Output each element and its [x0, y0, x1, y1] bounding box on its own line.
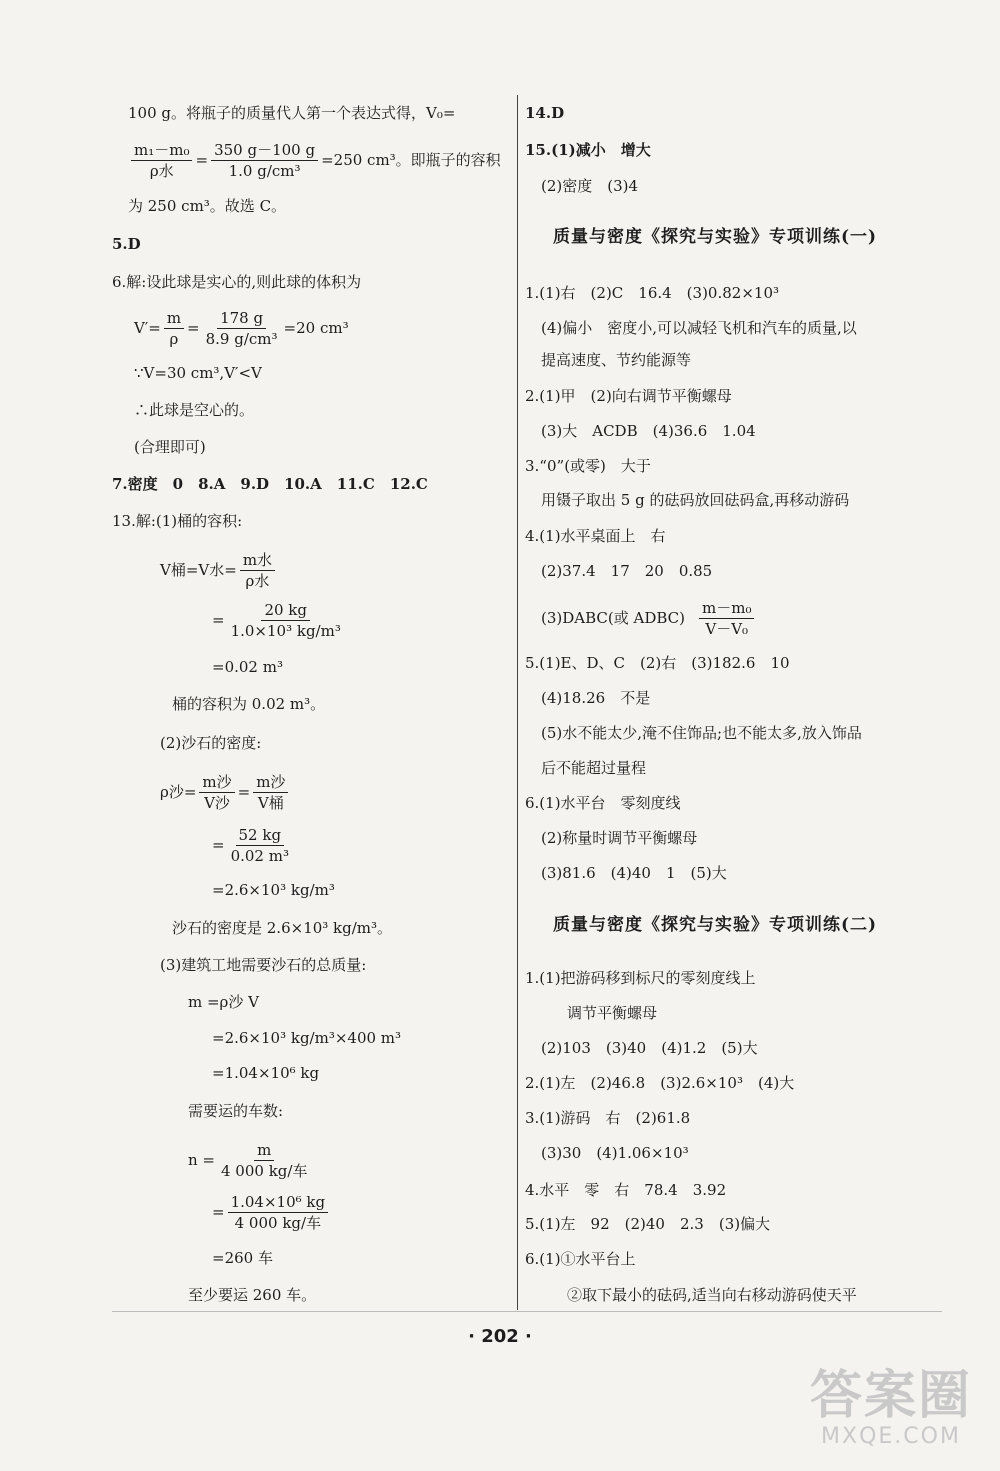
equation-bottle-volume: $\frac{\text{m₁－m₀}}{\text{ρ水}}$ = $\frac{350 g-100 g}{\text{1.0 g/cm³}}$ =250 cm³。即瓶子的容积 [128, 140, 501, 180]
answers-7-12: 7.密度 0 8.A 9.D 10.A 11.C 12.C [112, 475, 428, 493]
text-line: 为 250 cm³。故选 C。 [128, 197, 287, 215]
section-heading: 质量与密度《探究与实验》专项训练(二) [553, 915, 878, 935]
equation-sand-density-step: = $\frac{52 kg}{\text{0.02 m³}}$ [212, 825, 289, 865]
equation-density-formula: (3)DABC(或 ADBC) $\frac{\text{m－m₀}}{\text{V－V₀}}$ [541, 596, 757, 640]
equation-sand-density: ρ沙= $\frac{\text{m沙}}{\text{V沙}}$ = $\frac{\text{m沙}}{\text{V桶}}$ [160, 770, 291, 814]
text-line: (2)沙石的密度: [160, 734, 262, 752]
equation-ball-volume: V′= $\frac{m}{\rho}$ = $\frac{178 g}{\text{8.9 g/cm³}}$ =20 cm³ [134, 308, 349, 348]
text-line: (2)37.4 17 20 0.85 [541, 562, 713, 580]
answer-15: 15.(1)减小 增大 [525, 141, 651, 159]
text-line: (3)81.6 (4)40 1 (5)大 [541, 864, 727, 882]
text-line: ②取下最小的砝码,适当向右移动游码使天平 [567, 1286, 857, 1304]
answer-6: 6.解:设此球是实心的,则此球的体积为 [112, 273, 362, 291]
text-line: 至少要运 260 车。 [188, 1286, 317, 1304]
watermark-logo: 答案圈 MXQE.COM [809, 1366, 972, 1449]
page-number: · 202 · [468, 1326, 532, 1347]
text-line: (3)建筑工地需要沙石的总质量: [160, 956, 367, 974]
training-2-answer-2: 2.(1)左 (2)46.8 (3)2.6×10³ (4)大 [525, 1074, 795, 1092]
footer-rule [112, 1311, 942, 1312]
text-line: (2)称量时调节平衡螺母 [541, 829, 698, 847]
text-line: =2.6×10³ kg/m³ [212, 881, 335, 899]
training-1-answer-4: 4.(1)水平桌面上 右 [525, 527, 666, 545]
equation-bucket-volume: V桶=V水= $\frac{\text{m水}}{\text{ρ水}}$ [160, 548, 278, 592]
training-1-answer-6: 6.(1)水平台 零刻度线 [525, 794, 681, 812]
text-line: 用镊子取出 5 g 的砝码放回砝码盒,再移动游码 [541, 491, 850, 509]
equation-truck-count-step: = $\frac{\text{1.04×10⁶ kg}}{\text{4 000 kg/车}}$ [212, 1190, 331, 1234]
column-divider [517, 95, 518, 1310]
text-line: 100 g。将瓶子的质量代人第一个表达式得，V₀= [128, 104, 456, 122]
text-line: (3)30 (4)1.06×10³ [541, 1144, 689, 1162]
text-line: (5)水不能太少,淹不住饰品;也不能太多,放入饰品 [541, 724, 862, 742]
text-line: (2)103 (3)40 (4)1.2 (5)大 [541, 1039, 758, 1057]
training-2-answer-5: 5.(1)左 92 (2)40 2.3 (3)偏大 [525, 1215, 771, 1233]
training-1-answer-1: 1.(1)右 (2)C 16.4 (3)0.82×10³ [525, 284, 779, 302]
text-line: (3)大 ACDB (4)36.6 1.04 [541, 422, 756, 440]
text-line: 沙石的密度是 2.6×10³ kg/m³。 [172, 919, 393, 937]
text-line: =0.02 m³ [212, 658, 283, 676]
training-2-answer-1: 1.(1)把游码移到标尺的零刻度线上 [525, 969, 756, 987]
answer-13: 13.解:(1)桶的容积: [112, 512, 243, 530]
text-line: =260 车 [212, 1249, 273, 1267]
training-2-answer-4: 4.水平 零 右 78.4 3.92 [525, 1181, 727, 1199]
text-line: (2)密度 (3)4 [541, 177, 639, 195]
training-2-answer-3: 3.(1)游码 右 (2)61.8 [525, 1109, 691, 1127]
text-line: 调节平衡螺母 [567, 1004, 658, 1022]
training-1-answer-5: 5.(1)E、D、C (2)右 (3)182.6 10 [525, 654, 790, 672]
training-1-answer-2: 2.(1)甲 (2)向右调节平衡螺母 [525, 387, 732, 405]
text-line: =1.04×10⁶ kg [212, 1064, 320, 1082]
text-line: =2.6×10³ kg/m³×400 m³ [212, 1029, 402, 1047]
text-line: 后不能超过量程 [541, 759, 647, 777]
text-line: ∵V=30 cm³,V′<V [134, 364, 262, 382]
section-heading: 质量与密度《探究与实验》专项训练(一) [553, 227, 878, 247]
text-line: 桶的容积为 0.02 m³。 [172, 695, 326, 713]
text-line: (4)18.26 不是 [541, 689, 651, 707]
text-line: (4)偏小 密度小,可以减轻飞机和汽车的质量,以 [541, 319, 857, 337]
equation-truck-count: n = $\frac{m}{\text{4 000 kg/车}}$ [188, 1140, 308, 1180]
text-line: 需要运的车数: [188, 1102, 284, 1120]
answer-5: 5.D [112, 235, 141, 253]
training-1-answer-3: 3.“0”(或零) 大于 [525, 457, 651, 475]
text-line: m =ρ沙 V [188, 993, 259, 1011]
equation-bucket-volume-step: = $\frac{20 kg}{\text{1.0×10³ kg/m³}}$ [212, 600, 341, 640]
text-line: ∴此球是空心的。 [134, 401, 255, 419]
answer-14: 14.D [525, 104, 565, 122]
text-line: (合理即可) [134, 438, 206, 456]
training-2-answer-6: 6.(1)①水平台上 [525, 1250, 636, 1268]
text-line: 提高速度、节约能源等 [541, 351, 692, 369]
